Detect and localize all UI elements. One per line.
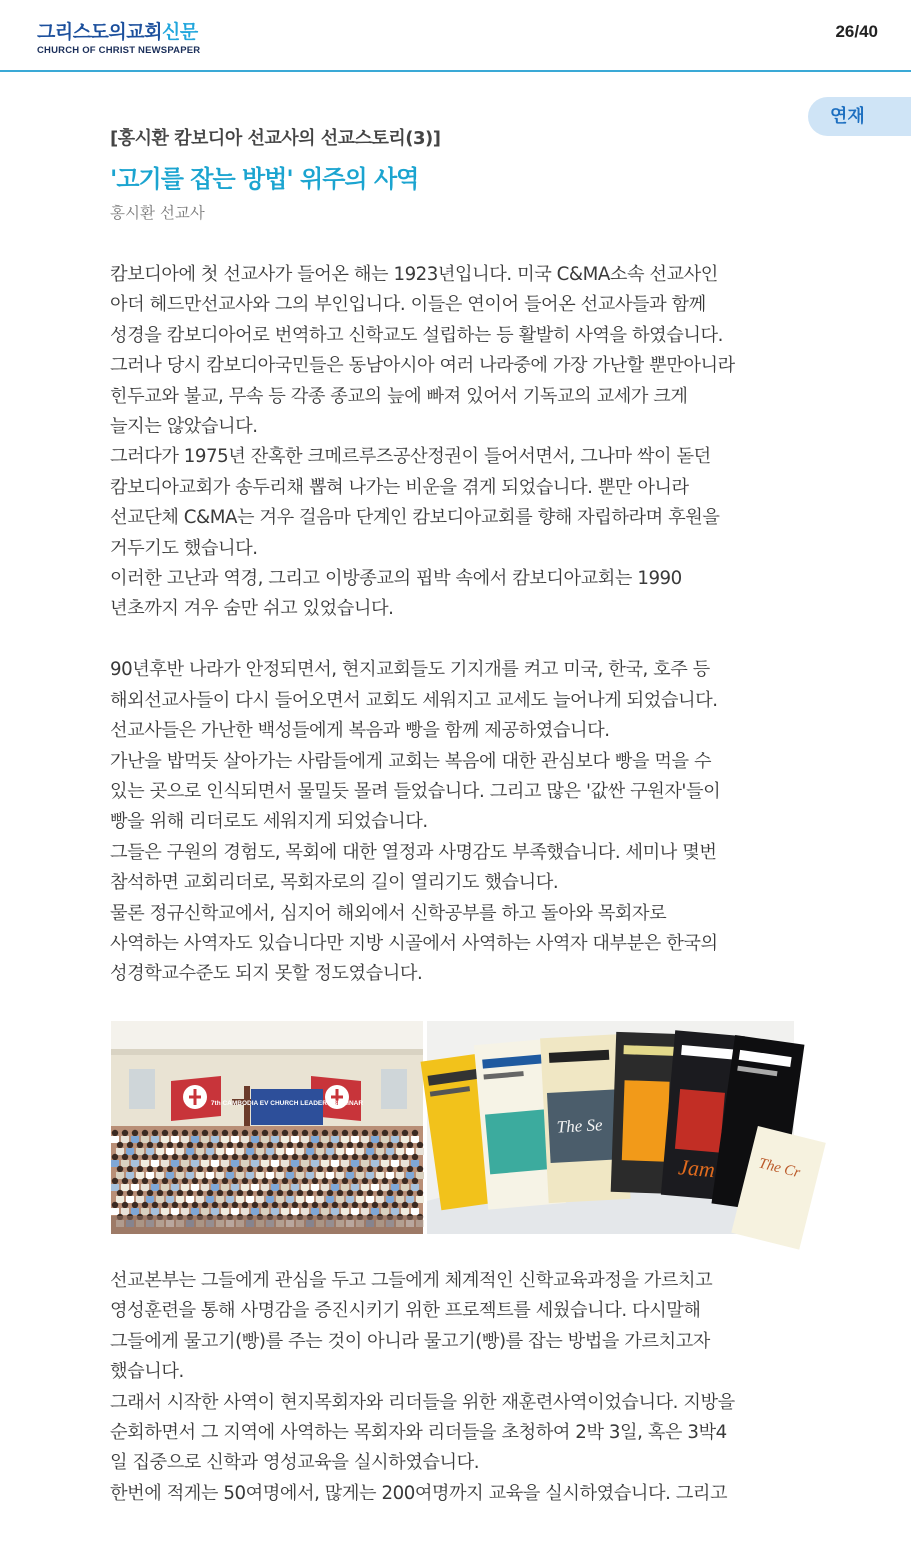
body-line: 캄보디아에 첫 선교사가 들어온 해는 1923년입니다. 미국 C&MA소속 선교사인 bbox=[110, 264, 718, 285]
body-line: 했습니다. bbox=[110, 1361, 184, 1383]
section-tag: 연재 bbox=[808, 97, 911, 136]
body-line: 힌두교와 불교, 무속 등 각종 종교의 늪에 빠져 있어서 기독교의 교세가 크게 bbox=[110, 385, 688, 407]
body-line: 선교단체 C&MA는 겨우 걸음마 단계인 캄보디아교회를 향해 자립하라며 후원을 bbox=[110, 507, 720, 529]
body-line: 사역하는 사역자도 있습니다만 지방 시골에서 사역하는 사역자 대부분은 한국의 bbox=[110, 932, 718, 954]
article-body-top bbox=[110, 260, 810, 990]
book-title-2: Jam bbox=[677, 1154, 716, 1183]
body-line: 그러다가 1975년 잔혹한 크메르루즈공산정권이 들어서면서, 그나마 싹이 돋던 bbox=[110, 446, 711, 468]
body-line bbox=[110, 625, 810, 655]
book-title-1: The Se bbox=[556, 1115, 603, 1137]
body-line: 가난을 밥먹듯 살아가는 사람들에게 교회는 복음에 대한 관심보다 빵을 먹을 수 bbox=[110, 750, 712, 772]
body-line: 그들에게 물고기(빵)를 주는 것이 아니라 물고기(빵)를 잡는 방법을 가르치고자 bbox=[110, 1330, 710, 1352]
body-line: 빵을 위해 리더로도 세워지게 되었습니다. bbox=[110, 811, 428, 833]
page-number: 26/40 bbox=[835, 22, 878, 41]
body-line: 그래서 시작한 사역이 현지목회자와 리더들을 위한 재훈련사역이었습니다. 지방을 bbox=[110, 1391, 735, 1413]
body-line: 있는 곳으로 인식되면서 물밀듯 몰려 들었습니다. 그리고 많은 '값싼 구원자'들이 bbox=[110, 780, 721, 802]
article-series: [홍시환 캄보디아 선교사의 선교스토리(3)] bbox=[110, 128, 441, 149]
body-line: 선교본부는 그들에게 관심을 두고 그들에게 체계적인 신학교육과정을 가르치고 bbox=[110, 1270, 713, 1291]
body-line: 90년후반 나라가 안정되면서, 현지교회들도 기지개를 켜고 미국, 한국, 호주 등 bbox=[110, 659, 710, 681]
body-line: 순회하면서 그 지역에 사역하는 목회자와 리더들을 초청하여 2박 3일, 혹은 3박4 bbox=[110, 1422, 727, 1444]
body-line: 성경을 캄보디아어로 번역하고 신학교도 설립하는 등 활발히 사역을 하였습니다. bbox=[110, 324, 723, 346]
group-photo bbox=[111, 1021, 423, 1234]
body-line: 영성훈련을 통해 사명감을 증진시키기 위한 프로젝트를 세웠습니다. 다시말해 bbox=[110, 1300, 701, 1322]
body-line: 성경학교수준도 되지 못할 정도였습니다. bbox=[110, 963, 423, 985]
body-line: 늘지는 않았습니다. bbox=[110, 416, 258, 438]
logo-english: CHURCH OF CHRIST NEWSPAPER bbox=[37, 45, 201, 56]
body-line: 그들은 구원의 경험도, 목회에 대한 열정과 사명감도 부족했습니다. 세미나 몇번 bbox=[110, 841, 717, 863]
body-line: 물론 정규신학교에서, 심지어 해외에서 신학공부를 하고 돌아와 목회자로 bbox=[110, 902, 667, 924]
body-line: 년초까지 겨우 숨만 쉬고 있었습니다. bbox=[110, 598, 394, 620]
books-photo bbox=[427, 1021, 802, 1234]
article-author: 홍시환 선교사 bbox=[110, 204, 205, 222]
page-header bbox=[0, 0, 911, 72]
logo-korean: 그리스도의교회신문 bbox=[37, 21, 198, 43]
body-line: 한번에 적게는 50여명에서, 많게는 200여명까지 교육을 실시하였습니다. 그리고 bbox=[110, 1482, 728, 1504]
body-line: 그러나 당시 캄보디아국민들은 동남아시아 여러 나라중에 가장 가난할 뿐만아니라 bbox=[110, 355, 735, 377]
article-title: '고기를 잡는 방법' 위주의 사역 bbox=[110, 165, 419, 193]
body-line: 이러한 고난과 역경, 그리고 이방종교의 핍박 속에서 캄보디아교회는 1990 bbox=[110, 568, 682, 590]
body-line: 선교사들은 가난한 백성들에게 복음과 빵을 함께 제공하였습니다. bbox=[110, 720, 610, 742]
photo-banner-text: 7th CAMBODIA EV CHURCH LEADERS SEMINAR bbox=[210, 1100, 364, 1107]
body-line: 참석하면 교회리더로, 목회자로의 길이 열리기도 했습니다. bbox=[110, 872, 559, 894]
article-body-bottom bbox=[110, 1266, 810, 1509]
body-line: 캄보디아교회가 송두리채 뽑혀 나가는 비운을 겪게 되었습니다. 뿐만 아니라 bbox=[110, 476, 689, 498]
book-title-3: The Cr bbox=[756, 1155, 802, 1182]
newspaper-logo[interactable] bbox=[37, 21, 200, 57]
body-line: 아더 헤드만선교사와 그의 부인입니다. 이들은 연이어 들어온 선교사들과 함께 bbox=[110, 294, 706, 316]
body-line: 거두기도 했습니다. bbox=[110, 537, 258, 559]
crowd-figures bbox=[111, 1130, 424, 1227]
body-line: 일 집중으로 신학과 영성교육을 실시하였습니다. bbox=[110, 1452, 480, 1474]
body-line: 해외선교사들이 다시 들어오면서 교회도 세워지고 교세도 늘어나게 되었습니다. bbox=[110, 689, 718, 711]
